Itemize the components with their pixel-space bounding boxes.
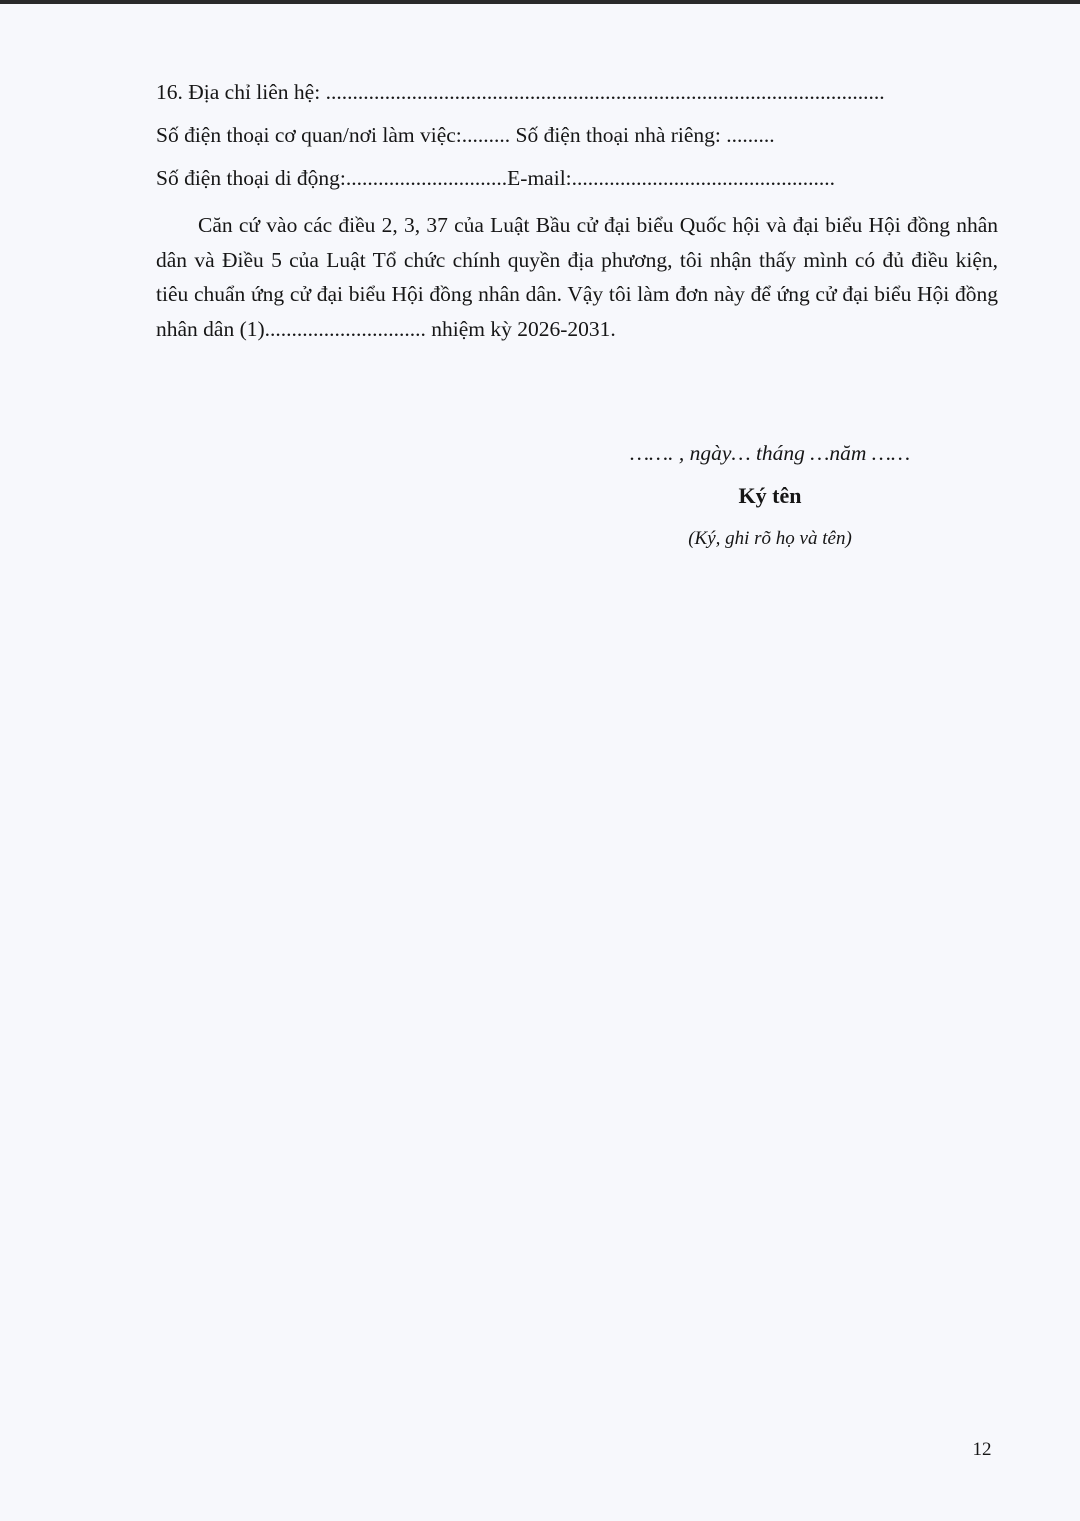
- signature-date-line: ……. , ngày… tháng …năm ……: [629, 441, 911, 465]
- signature-title: Ký tên: [738, 483, 802, 508]
- page-number: 12: [972, 1439, 992, 1460]
- mobile-email-line: Số điện thoại di động:..............................E-mail:.................................................: [156, 166, 836, 190]
- signature-note: (Ký, ghi rõ họ và tên): [688, 528, 852, 549]
- phone-numbers-line: Số điện thoại cơ quan/nơi làm việc:......... Số điện thoại nhà riêng: .........: [156, 123, 775, 147]
- declaration-paragraph: Căn cứ vào các điều 2, 3, 37 của Luật Bầu cử đại biểu Quốc hội và đại biểu Hội đồng nhân dân và Điều 5 của Luật Tổ chức chính quyền địa phương, tôi nhận thấy mình có đủ điều kiện, tiêu chuẩn ứng cử đại biểu Hội đồng nhân dân. Vậy tôi làm đơn này để ứng cử đại biểu Hội đồng nhân dân (1).............................. nhiệm kỳ 2026-2031.: [156, 213, 998, 341]
- contact-address-line: 16. Địa chỉ liên hệ: ........................................................................................................: [156, 80, 885, 104]
